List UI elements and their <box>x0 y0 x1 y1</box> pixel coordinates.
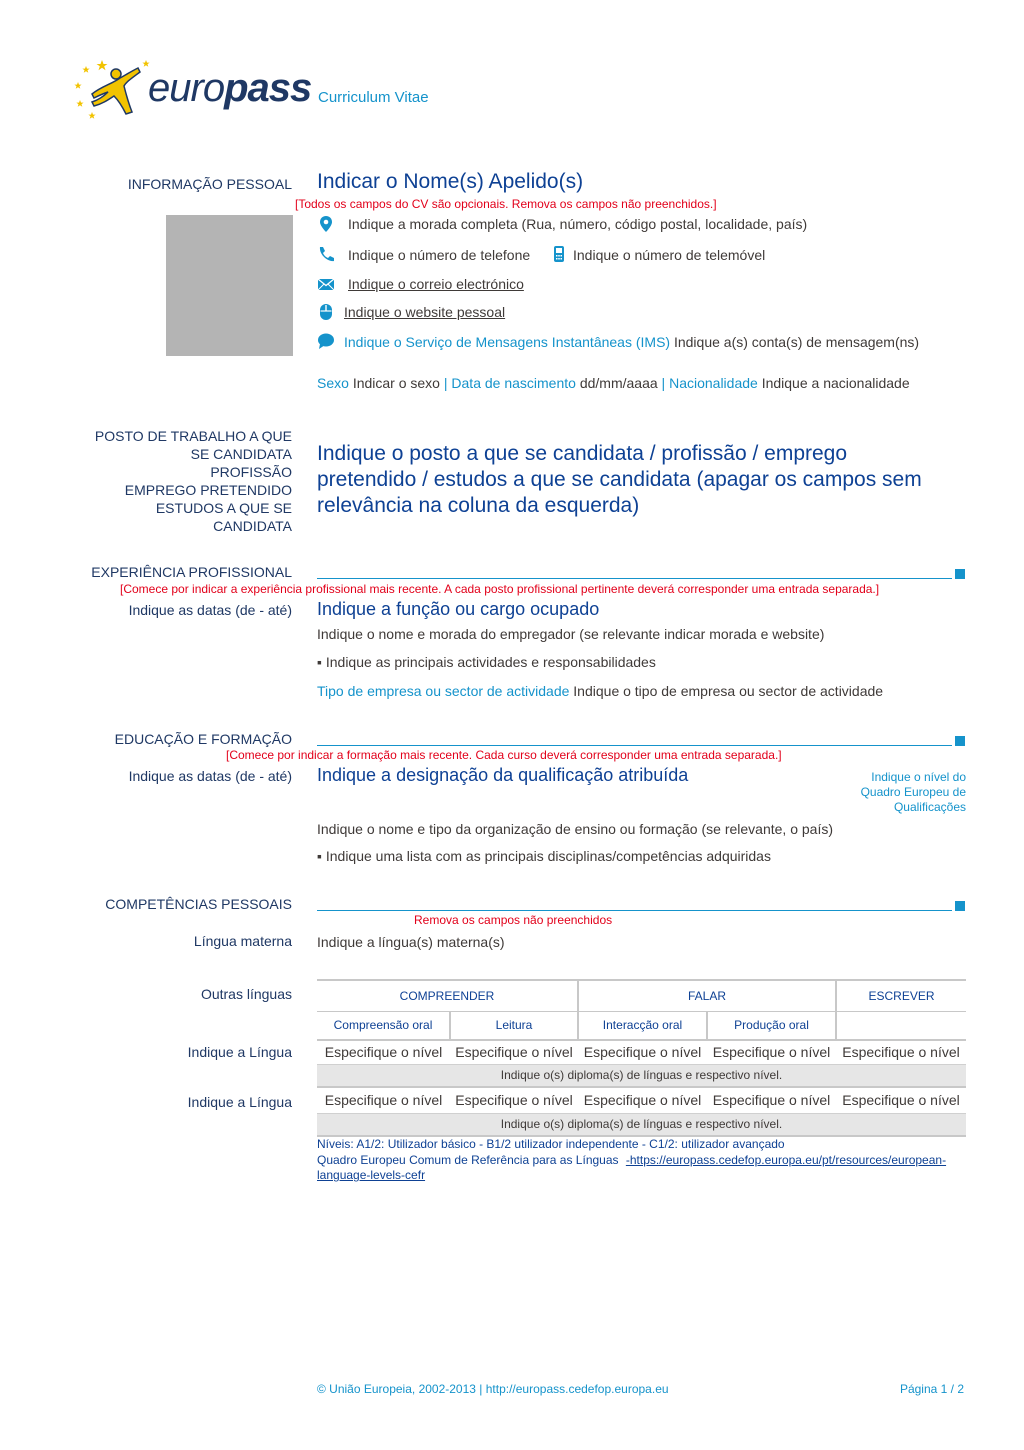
mother-tongue-value: Indique a língua(s) materna(s) <box>317 934 505 950</box>
level-cell: Especifique o nível <box>455 1092 573 1109</box>
cefr-link[interactable]: -https://europass.cedefop.europa.eu/pt/resources/european- <box>625 1153 947 1167</box>
email-link[interactable]: Indique o correio electrónico <box>348 276 524 292</box>
ims-row <box>344 334 919 350</box>
subheader-listening: Compreensão oral <box>317 1011 450 1040</box>
education-subjects: ▪ Indique uma lista com as principais disciplinas/competências adquiridas <box>317 848 771 864</box>
education-section-label: EDUCAÇÃO E FORMAÇÃO <box>114 731 292 747</box>
address-text: Indique a morada completa (Rua, número, código postal, localidade, país) <box>348 216 808 232</box>
doc-title: Curriculum Vitae <box>318 89 429 106</box>
language-row-label: Indique a Língua <box>187 1044 292 1060</box>
language-level-row <box>317 1040 966 1064</box>
job-label-line: EMPREGO PRETENDIDO <box>124 482 292 498</box>
cefr-link-continued[interactable]: language-levels-cefr <box>317 1168 426 1182</box>
phone-icon <box>317 245 335 263</box>
logo-text <box>148 66 311 111</box>
language-table <box>317 979 966 1137</box>
sector-value: Indique o tipo de empresa ou sector de actividade <box>573 683 884 699</box>
phone-text: Indique o número de telefone <box>348 247 531 263</box>
job-label-line: SE CANDIDATA <box>190 446 292 462</box>
section-divider <box>317 910 952 911</box>
chat-bubble-icon <box>317 332 335 350</box>
education-qualification: Indique a designação da qualificação atribuída <box>317 765 689 785</box>
job-label-line: ESTUDOS A QUE SE <box>155 500 292 516</box>
other-languages-label: Outras línguas <box>200 986 292 1002</box>
section-divider-square <box>955 569 965 579</box>
experience-dates: Indique as datas (de - até) <box>128 602 292 618</box>
header-writing: ESCREVER <box>868 988 935 1003</box>
job-text-line: Indique o posto a que se candidata / profissão / emprego <box>317 442 848 465</box>
header-speaking: FALAR <box>578 980 836 1011</box>
footer-page-number: Página 1 / 2 <box>899 1382 964 1396</box>
language-level-row <box>317 1087 966 1113</box>
mobile-phone-icon <box>550 245 568 263</box>
language-diploma-row <box>317 1064 966 1087</box>
education-note: [Comece por indicar a formação mais recente. Cada curso deverá corresponder uma entrada separada.] <box>226 748 782 762</box>
level-cell: Especifique o nível <box>712 1044 831 1061</box>
sex-label: Sexo <box>317 375 349 391</box>
sex-value: Indicar o sexo <box>352 375 440 391</box>
language-diploma-row <box>317 1113 966 1136</box>
mother-tongue-label: Língua materna <box>193 933 292 949</box>
section-divider <box>317 578 952 579</box>
level-cell: Especifique o nível <box>712 1092 831 1109</box>
job-description <box>317 441 922 519</box>
cefr-line-1 <box>317 1153 946 1168</box>
diploma-cell: Indique o(s) diploma(s) de línguas e respectivo nível. <box>500 1117 783 1132</box>
optional-fields-note: [Todos os campos do CV são opcionais. Remova os campos não preenchidos.] <box>295 197 717 211</box>
personal-section-label: INFORMAÇÃO PESSOAL <box>127 176 292 192</box>
job-text-line: relevância na coluna da esquerda) <box>317 494 640 517</box>
education-dates: Indique as datas (de - até) <box>128 768 292 784</box>
level-cell: Especifique o nível <box>324 1044 443 1061</box>
nationality-label: Nacionalidade <box>669 375 758 391</box>
section-divider-square <box>955 736 965 746</box>
subheader-empty <box>836 1011 966 1040</box>
education-organisation: Indique o nome e tipo da organização de ensino ou formação (se relevante, o país) <box>317 821 833 837</box>
language-header-row <box>317 980 966 1011</box>
level-cell: Especifique o nível <box>583 1044 702 1061</box>
subheader-reading: Leitura <box>450 1011 578 1040</box>
cefr-text: Quadro Europeu Comum de Referência para as Línguas <box>317 1153 619 1167</box>
ims-label: Indique o Serviço de Mensagens Instantâneas (IMS) <box>344 334 671 350</box>
skills-section-label: COMPETÊNCIAS PESSOAIS <box>105 896 292 912</box>
language-subheader-row <box>317 1011 966 1040</box>
level-cell: Especifique o nível <box>842 1092 960 1109</box>
sector-label: Tipo de empresa ou sector de actividade <box>317 683 570 699</box>
dob-value: dd/mm/aaaa <box>579 375 658 391</box>
mouse-icon <box>317 303 335 321</box>
job-label-line: PROFISSÃO <box>210 464 292 480</box>
personal-details-row <box>317 375 910 391</box>
subheader-spoken-production: Produção oral <box>707 1011 836 1040</box>
section-divider-square <box>955 901 965 911</box>
level-cell: Especifique o nível <box>583 1092 702 1109</box>
section-divider <box>317 745 952 746</box>
experience-note: [Comece por indicar a experiência profissional mais recente. A cada posto profissional pertinente deverá corresponder uma entrada separada.] <box>120 582 880 596</box>
levels-note: Níveis: A1/2: Utilizador básico - B1/2 utilizador independente - C1/2: utilizador avançado <box>317 1137 785 1151</box>
experience-activities: ▪ Indique as principais actividades e responsabilidades <box>317 654 656 670</box>
separator: | <box>443 375 448 391</box>
eqf-line: Qualificações <box>893 800 966 814</box>
logo-pass: pass <box>224 66 312 110</box>
experience-role: Indique a função ou cargo ocupado <box>317 599 600 619</box>
level-cell: Especifique o nível <box>324 1092 443 1109</box>
experience-section-label: EXPERIÊNCIA PROFISSIONAL <box>91 564 292 580</box>
eqf-line: Indique o nível do <box>871 770 966 784</box>
job-section-label <box>95 427 292 535</box>
europass-star-figure-icon <box>72 56 152 126</box>
dob-label: Data de nascimento <box>451 375 576 391</box>
envelope-icon <box>317 275 335 293</box>
eqf-line: Quadro Europeu de <box>860 785 966 799</box>
experience-employer: Indique o nome e morada do empregador (se relevante indicar morada e website) <box>317 626 825 642</box>
job-label-line: POSTO DE TRABALHO A QUE <box>94 428 292 444</box>
mobile-text: Indique o número de telemóvel <box>573 247 766 263</box>
website-link[interactable]: Indique o website pessoal <box>344 304 506 320</box>
experience-sector-row <box>317 683 883 699</box>
subheader-spoken-interaction: Interacção oral <box>578 1011 707 1040</box>
diploma-cell: Indique o(s) diploma(s) de línguas e respectivo nível. <box>500 1068 783 1083</box>
level-cell: Especifique o nível <box>842 1044 960 1061</box>
location-pin-icon <box>317 215 335 233</box>
language-row-label: Indique a Língua <box>187 1094 292 1110</box>
footer-copyright: © União Europeia, 2002-2013 | http://europass.cedefop.europa.eu <box>317 1382 669 1396</box>
cefr-reference <box>317 1153 946 1183</box>
separator: | <box>661 375 666 391</box>
header-understanding: COMPREENDER <box>317 980 578 1011</box>
eqf-level <box>861 770 966 815</box>
nationality-value: Indique a nacionalidade <box>761 375 910 391</box>
job-text-line: pretendido / estudos a que se candidata (apagar os campos sem <box>317 468 922 491</box>
europass-logo <box>72 56 312 126</box>
skills-note: Remova os campos não preenchidos <box>414 913 613 927</box>
logo-euro: euro <box>148 66 225 110</box>
ims-value: Indique a(s) conta(s) de mensagem(ns) <box>673 334 920 350</box>
level-cell: Especifique o nível <box>455 1044 573 1061</box>
candidate-name: Indicar o Nome(s) Apelido(s) <box>317 170 584 193</box>
job-label-line: CANDIDATA <box>213 518 292 534</box>
photo-placeholder <box>166 215 293 356</box>
